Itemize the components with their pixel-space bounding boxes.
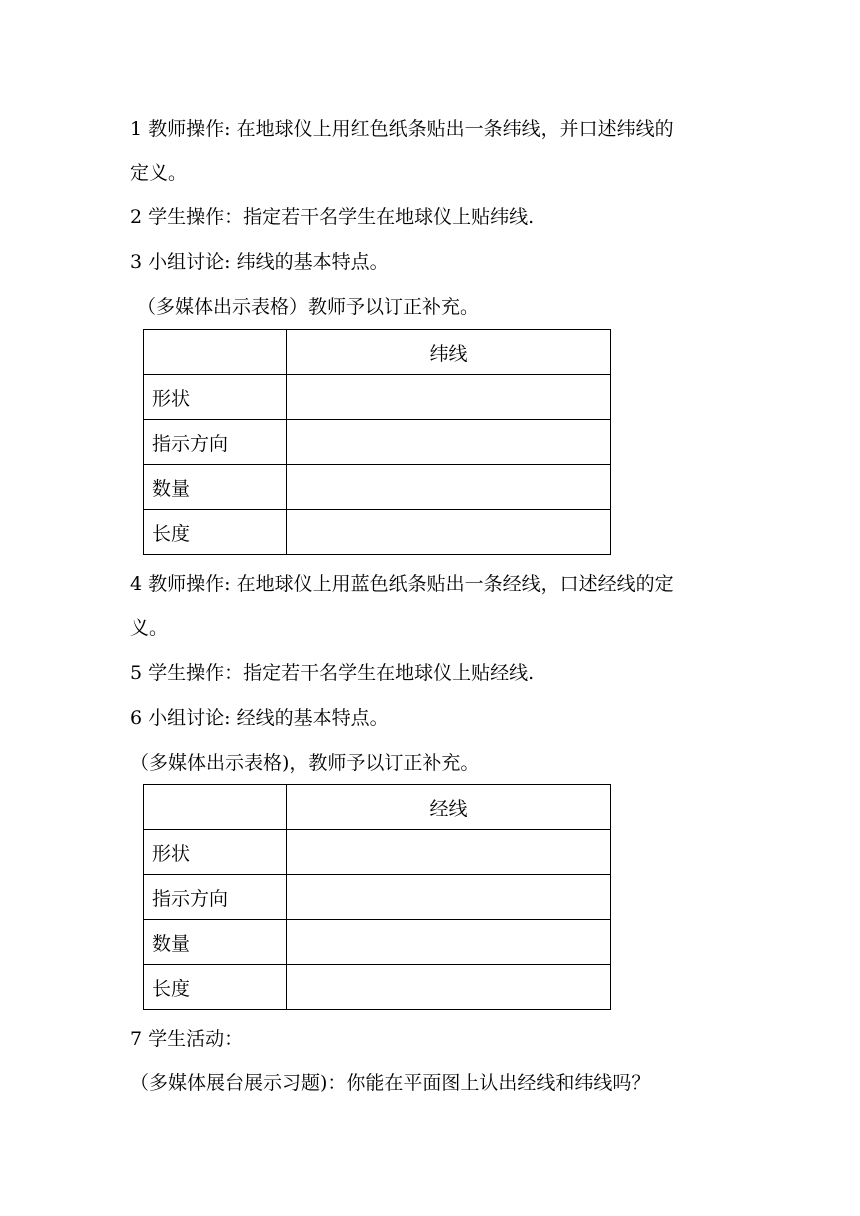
line-7-note: （多媒体展台展示习题)：你能在平面图上认出经线和纬线吗？	[130, 1072, 651, 1094]
table-cell	[287, 965, 611, 1010]
table-row	[144, 920, 611, 965]
table-row	[144, 965, 611, 1010]
table-row	[144, 875, 611, 920]
table-cell	[287, 465, 611, 510]
table-cell	[144, 330, 287, 375]
longitude-table	[143, 784, 611, 1010]
table-row	[144, 830, 611, 875]
table-row	[144, 420, 611, 465]
table-row	[144, 330, 611, 375]
line-3: 3 小组讨论: 纬线的基本特点。	[130, 251, 389, 273]
table-cell: 数量	[144, 465, 287, 510]
line-6-note: （多媒体出示表格)，教师予以订正补充。	[130, 752, 480, 774]
table-cell: 形状	[144, 375, 287, 420]
table-cell	[144, 785, 287, 830]
table-cell: 形状	[144, 830, 287, 875]
line-1a: 1 教师操作: 在地球仪上用红色纸条贴出一条纬线，并口述纬线的	[130, 118, 674, 140]
table-header-cell: 经线	[287, 785, 611, 830]
table-row	[144, 375, 611, 420]
table-cell: 长度	[144, 510, 287, 555]
table-cell	[287, 830, 611, 875]
table-cell	[287, 920, 611, 965]
table-cell: 指示方向	[144, 420, 287, 465]
table-cell	[287, 510, 611, 555]
table-cell	[287, 420, 611, 465]
line-1b: 定义。	[130, 162, 188, 184]
table-cell	[287, 875, 611, 920]
table-header-cell: 纬线	[287, 330, 611, 375]
line-2: 2 学生操作：指定若干名学生在地球仪上贴纬线.	[130, 206, 535, 228]
line-4b: 义。	[130, 617, 169, 639]
table-row	[144, 465, 611, 510]
line-3-note: （多媒体出示表格）教师予以订正补充。	[137, 296, 480, 318]
line-4a: 4 教师操作: 在地球仪上用蓝色纸条贴出一条经线，口述经线的定	[130, 573, 674, 595]
table-row	[144, 785, 611, 830]
line-6: 6 小组讨论: 经线的基本特点。	[130, 707, 389, 729]
line-7: 7 学生活动：	[130, 1028, 244, 1050]
line-5: 5 学生操作：指定若干名学生在地球仪上贴经线.	[130, 662, 535, 684]
table-cell	[287, 375, 611, 420]
table-cell: 长度	[144, 965, 287, 1010]
table-cell: 指示方向	[144, 875, 287, 920]
latitude-table	[143, 329, 611, 555]
table-cell: 数量	[144, 920, 287, 965]
table-row	[144, 510, 611, 555]
